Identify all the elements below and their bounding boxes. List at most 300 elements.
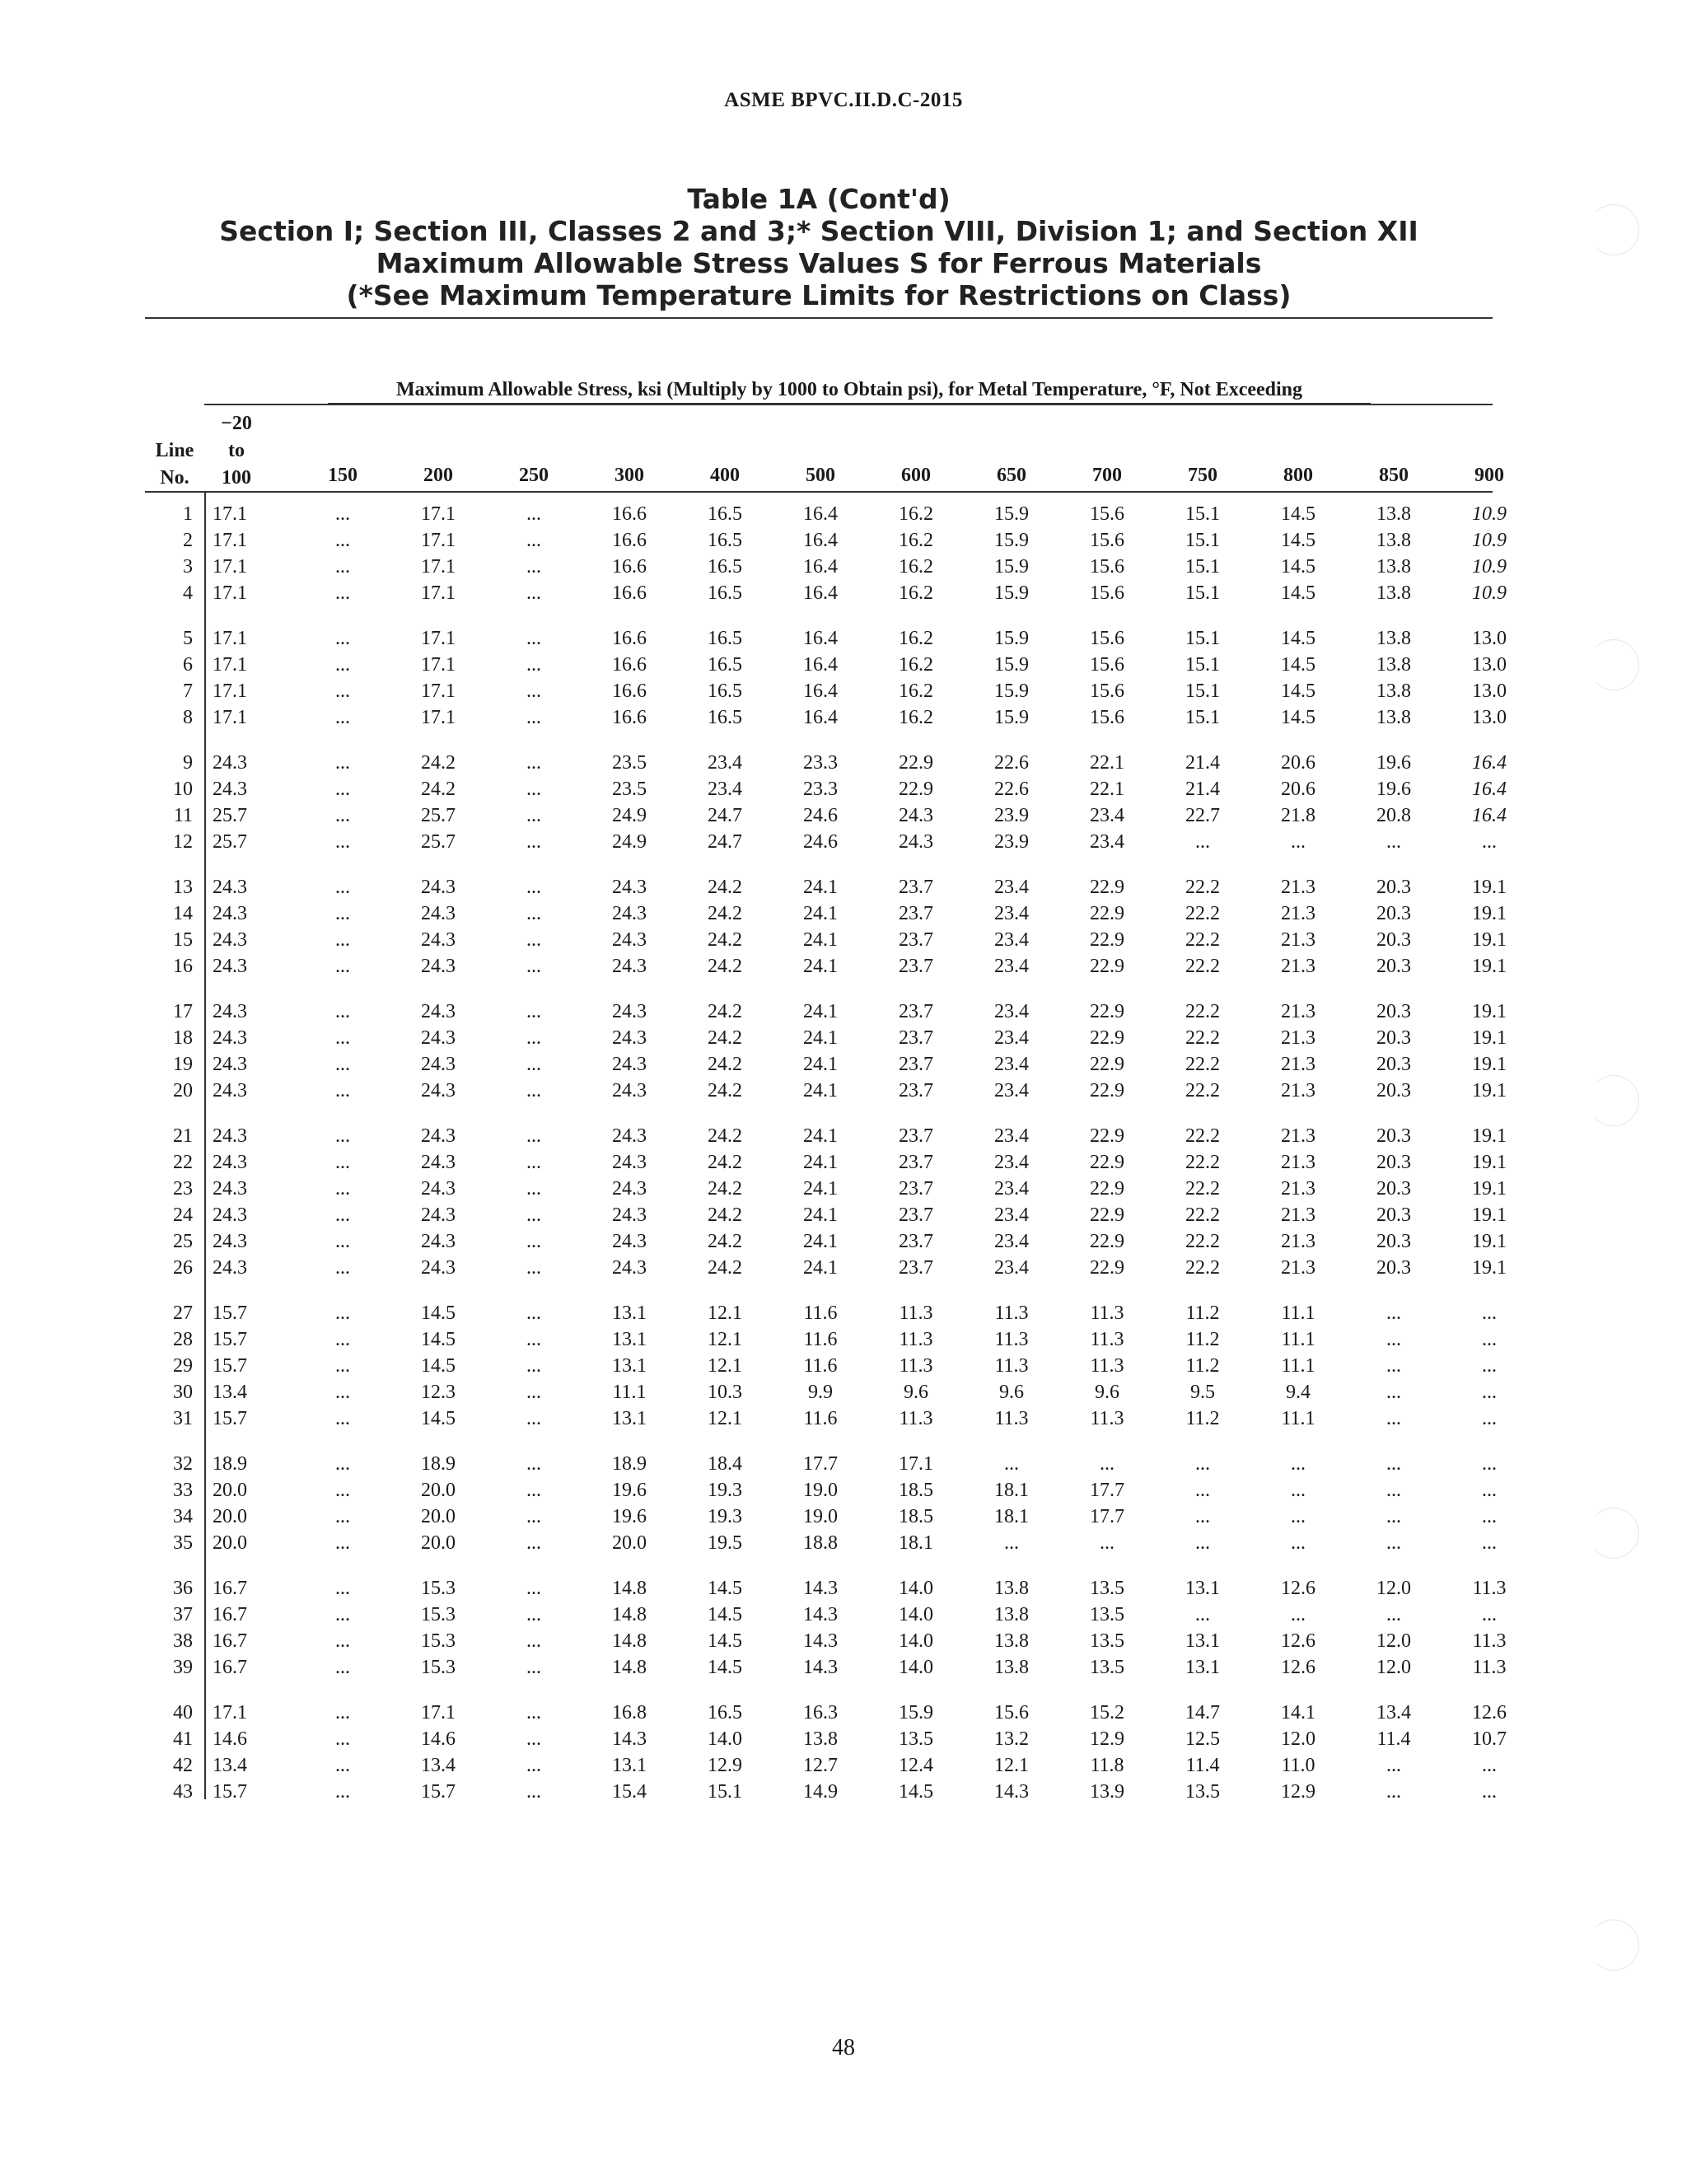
stress-value: 15.6 bbox=[1090, 628, 1124, 649]
stress-value: 15.9 bbox=[994, 530, 1029, 551]
stress-value: ... bbox=[335, 956, 350, 977]
stress-value: ... bbox=[1291, 1480, 1306, 1501]
stress-value: ... bbox=[335, 1480, 350, 1501]
table-row bbox=[145, 625, 1537, 652]
stress-value: 22.1 bbox=[1090, 752, 1124, 774]
stress-value: 9.4 bbox=[1286, 1382, 1311, 1403]
stress-value: 14.0 bbox=[899, 1604, 933, 1625]
stress-value: ... bbox=[335, 903, 350, 924]
stress-value: 13.1 bbox=[612, 1329, 647, 1350]
stress-value: 13.0 bbox=[1472, 707, 1507, 728]
stress-value: 24.2 bbox=[708, 1027, 742, 1049]
stress-value: ... bbox=[526, 503, 541, 525]
stress-value: ... bbox=[526, 1408, 541, 1429]
stress-value: ... bbox=[526, 530, 541, 551]
stress-value: 16.5 bbox=[708, 556, 742, 578]
stress-value: 20.3 bbox=[1376, 1231, 1411, 1252]
stress-value: 15.1 bbox=[708, 1781, 742, 1803]
temp-header-200: 200 bbox=[423, 465, 453, 486]
stress-value: 15.7 bbox=[213, 1302, 247, 1324]
line-number: 38 bbox=[173, 1630, 193, 1652]
stress-value: 19.0 bbox=[803, 1480, 838, 1501]
stress-value: 13.8 bbox=[1376, 654, 1411, 676]
stress-value: ... bbox=[335, 1702, 350, 1723]
stress-value: 14.5 bbox=[421, 1329, 456, 1350]
stress-value: ... bbox=[335, 1755, 350, 1776]
stress-value: 24.3 bbox=[612, 903, 647, 924]
stress-value: 16.6 bbox=[612, 680, 647, 702]
stress-value: 16.2 bbox=[899, 654, 933, 676]
stress-value: 13.4 bbox=[213, 1382, 247, 1403]
stress-value: 16.4 bbox=[1472, 805, 1507, 826]
stress-value: 17.1 bbox=[213, 556, 247, 578]
stress-value: 11.3 bbox=[994, 1408, 1029, 1429]
stress-value: 24.2 bbox=[708, 1178, 742, 1200]
stress-value: 10.9 bbox=[1472, 556, 1507, 578]
stress-value: 22.9 bbox=[1090, 1027, 1124, 1049]
no-header-text: No. bbox=[160, 467, 189, 489]
stress-value: 11.3 bbox=[899, 1408, 933, 1429]
stress-value: 24.3 bbox=[213, 1001, 247, 1022]
temp-header-first-line1: −20 bbox=[221, 413, 252, 434]
stress-value: 20.3 bbox=[1376, 1027, 1411, 1049]
stress-value: 11.6 bbox=[803, 1329, 838, 1350]
temp-header-850: 850 bbox=[1379, 465, 1409, 486]
stress-value: 13.9 bbox=[1090, 1781, 1124, 1803]
stress-value: ... bbox=[526, 1054, 541, 1075]
stress-value: ... bbox=[526, 1480, 541, 1501]
stress-value: 14.3 bbox=[803, 1657, 838, 1678]
stress-value: 16.5 bbox=[708, 1702, 742, 1723]
stress-value: 24.3 bbox=[612, 929, 647, 951]
title-rule bbox=[145, 317, 1493, 319]
group-spacer bbox=[145, 1681, 1537, 1700]
stress-value: 16.6 bbox=[612, 628, 647, 649]
stress-value: 20.6 bbox=[1281, 752, 1315, 774]
stress-value: 18.4 bbox=[708, 1453, 742, 1475]
stress-value: 24.2 bbox=[708, 1054, 742, 1075]
table-row bbox=[145, 1379, 1537, 1405]
temp-header-750: 750 bbox=[1188, 465, 1217, 486]
stress-value: 13.8 bbox=[803, 1728, 838, 1750]
stress-value: 17.1 bbox=[213, 628, 247, 649]
stress-value: 15.7 bbox=[213, 1408, 247, 1429]
stress-value: 16.7 bbox=[213, 1604, 247, 1625]
stress-value: 11.3 bbox=[1090, 1302, 1124, 1324]
stress-value: 16.5 bbox=[708, 582, 742, 604]
stress-value: 24.3 bbox=[421, 1054, 456, 1075]
stress-value: 13.5 bbox=[899, 1728, 933, 1750]
stress-value: 11.2 bbox=[1185, 1302, 1220, 1324]
stress-value: 21.4 bbox=[1185, 752, 1220, 774]
stress-value: ... bbox=[335, 707, 350, 728]
stress-value: 16.2 bbox=[899, 628, 933, 649]
stress-value: 12.6 bbox=[1281, 1657, 1315, 1678]
stress-value: 16.2 bbox=[899, 680, 933, 702]
stress-value: 12.6 bbox=[1281, 1578, 1315, 1599]
stress-value: ... bbox=[335, 582, 350, 604]
stress-value: 17.1 bbox=[421, 556, 456, 578]
stress-value: 24.3 bbox=[421, 1204, 456, 1226]
stress-value: ... bbox=[335, 503, 350, 525]
stress-value: 14.5 bbox=[708, 1604, 742, 1625]
stress-value: 20.3 bbox=[1376, 1152, 1411, 1173]
stress-value: 23.5 bbox=[612, 752, 647, 774]
table-subtitle-sections: Section I; Section III, Classes 2 and 3;* Section VIII, Division 1; and Section XII bbox=[219, 215, 1418, 247]
stress-value: 14.6 bbox=[421, 1728, 456, 1750]
stress-value: 16.4 bbox=[803, 628, 838, 649]
stress-value: 23.7 bbox=[899, 1027, 933, 1049]
stress-value: ... bbox=[1386, 1355, 1401, 1377]
stress-value: 15.6 bbox=[1090, 556, 1124, 578]
line-number: 28 bbox=[173, 1329, 193, 1350]
stress-value: 14.8 bbox=[612, 1630, 647, 1652]
stress-value: ... bbox=[335, 680, 350, 702]
table-row bbox=[145, 1477, 1537, 1504]
stress-value: 24.3 bbox=[612, 1231, 647, 1252]
stress-value: 9.6 bbox=[904, 1382, 928, 1403]
stress-value: 20.8 bbox=[1376, 805, 1411, 826]
stress-value: 22.9 bbox=[1090, 877, 1124, 898]
stress-value: 21.3 bbox=[1281, 903, 1315, 924]
stress-value: 23.7 bbox=[899, 1231, 933, 1252]
table-row bbox=[145, 998, 1537, 1025]
table-subtitle-stress: Maximum Allowable Stress Values S for Ferrous Materials bbox=[376, 247, 1262, 279]
stress-value: 22.9 bbox=[1090, 1257, 1124, 1279]
stress-value: 19.1 bbox=[1472, 1152, 1507, 1173]
stress-value: ... bbox=[526, 1781, 541, 1803]
stress-value: 24.6 bbox=[803, 805, 838, 826]
stress-value: 19.6 bbox=[612, 1480, 647, 1501]
stress-value: 19.1 bbox=[1472, 929, 1507, 951]
table-row bbox=[145, 1176, 1537, 1202]
temp-header-400: 400 bbox=[710, 465, 740, 486]
table-row bbox=[145, 1326, 1537, 1353]
stress-value: 24.3 bbox=[612, 1257, 647, 1279]
stress-value: 10.9 bbox=[1472, 530, 1507, 551]
stress-value: 12.0 bbox=[1281, 1728, 1315, 1750]
stress-value: 11.2 bbox=[1185, 1355, 1220, 1377]
temp-header-first bbox=[208, 410, 265, 492]
table-row bbox=[145, 1123, 1537, 1149]
stress-value: 24.3 bbox=[421, 1125, 456, 1147]
stress-value: ... bbox=[526, 1027, 541, 1049]
stress-value: 13.1 bbox=[1185, 1657, 1220, 1678]
stress-value: ... bbox=[1386, 1382, 1401, 1403]
line-number: 26 bbox=[173, 1257, 193, 1279]
stress-value: 24.3 bbox=[612, 956, 647, 977]
stress-value: 12.0 bbox=[1376, 1657, 1411, 1678]
stress-value: 10.3 bbox=[708, 1382, 742, 1403]
stress-value: 25.7 bbox=[421, 831, 456, 853]
stress-value: ... bbox=[1386, 1604, 1401, 1625]
stress-value: 15.9 bbox=[994, 556, 1029, 578]
stress-value: 23.7 bbox=[899, 956, 933, 977]
stress-value: 23.4 bbox=[994, 1257, 1029, 1279]
stress-value: 22.6 bbox=[994, 779, 1029, 800]
stress-table bbox=[145, 501, 1537, 1805]
stress-value: 11.6 bbox=[803, 1355, 838, 1377]
stress-value: 16.6 bbox=[612, 582, 647, 604]
stress-value: 20.3 bbox=[1376, 1054, 1411, 1075]
group-spacer bbox=[145, 1556, 1537, 1575]
stress-value: 13.8 bbox=[1376, 628, 1411, 649]
stress-value: 19.1 bbox=[1472, 1257, 1507, 1279]
stress-value: 14.0 bbox=[708, 1728, 742, 1750]
stress-value: 20.6 bbox=[1281, 779, 1315, 800]
stress-value: 24.1 bbox=[803, 1152, 838, 1173]
table-row bbox=[145, 678, 1537, 704]
stress-value: 23.3 bbox=[803, 752, 838, 774]
stress-value: ... bbox=[1482, 1408, 1497, 1429]
stress-value: ... bbox=[335, 556, 350, 578]
stress-value: 22.2 bbox=[1185, 1152, 1220, 1173]
stress-value: 24.1 bbox=[803, 877, 838, 898]
stress-value: ... bbox=[526, 1152, 541, 1173]
table-row bbox=[145, 750, 1537, 776]
stress-value: 13.1 bbox=[612, 1755, 647, 1776]
line-no-header bbox=[145, 437, 204, 492]
punch-hole-mark bbox=[1588, 1508, 1639, 1559]
table-row bbox=[145, 1300, 1537, 1326]
stress-value: ... bbox=[1386, 831, 1401, 853]
stress-value: 24.1 bbox=[803, 929, 838, 951]
stress-value: 24.3 bbox=[612, 1001, 647, 1022]
stress-value: 14.5 bbox=[708, 1630, 742, 1652]
stress-value: 24.3 bbox=[213, 1027, 247, 1049]
stress-value: 24.1 bbox=[803, 1257, 838, 1279]
stress-value: 22.2 bbox=[1185, 1027, 1220, 1049]
stress-value: 24.3 bbox=[421, 1231, 456, 1252]
stress-value: 22.9 bbox=[1090, 956, 1124, 977]
stress-value: 22.9 bbox=[1090, 1204, 1124, 1226]
stress-value: 19.1 bbox=[1472, 903, 1507, 924]
line-number: 15 bbox=[173, 929, 193, 951]
table-row bbox=[145, 829, 1537, 855]
stress-value: 21.3 bbox=[1281, 929, 1315, 951]
line-number: 13 bbox=[173, 877, 193, 898]
stress-value: 14.8 bbox=[612, 1578, 647, 1599]
line-number: 22 bbox=[173, 1152, 193, 1173]
stress-value: ... bbox=[1195, 1453, 1210, 1475]
stress-value: 22.1 bbox=[1090, 779, 1124, 800]
stress-value: 14.5 bbox=[421, 1355, 456, 1377]
stress-value: 23.4 bbox=[994, 1152, 1029, 1173]
stress-value: 16.4 bbox=[803, 680, 838, 702]
stress-value: 16.6 bbox=[612, 707, 647, 728]
stress-value: 21.3 bbox=[1281, 1054, 1315, 1075]
stress-value: 23.7 bbox=[899, 929, 933, 951]
stress-value: ... bbox=[335, 1657, 350, 1678]
stress-value: 13.0 bbox=[1472, 680, 1507, 702]
punch-hole-mark bbox=[1588, 1920, 1639, 1971]
stress-value: 11.4 bbox=[1185, 1755, 1220, 1776]
line-number: 31 bbox=[173, 1408, 193, 1429]
stress-value: 20.3 bbox=[1376, 929, 1411, 951]
stress-value: 24.3 bbox=[612, 1152, 647, 1173]
stress-value: 21.3 bbox=[1281, 1152, 1315, 1173]
stress-value: 17.1 bbox=[213, 582, 247, 604]
stress-value: 16.6 bbox=[612, 556, 647, 578]
stress-value: 23.4 bbox=[708, 779, 742, 800]
table-row bbox=[145, 1779, 1537, 1805]
stress-value: 22.9 bbox=[1090, 929, 1124, 951]
stress-value: 19.1 bbox=[1472, 1178, 1507, 1200]
line-number: 3 bbox=[183, 556, 193, 578]
stress-value: 15.1 bbox=[1185, 582, 1220, 604]
stress-value: 24.3 bbox=[213, 1257, 247, 1279]
line-number: 27 bbox=[173, 1302, 193, 1324]
stress-value: 12.1 bbox=[708, 1329, 742, 1350]
stress-value: 24.1 bbox=[803, 1125, 838, 1147]
table-row bbox=[145, 580, 1537, 606]
stress-value: 17.7 bbox=[1090, 1480, 1124, 1501]
line-number: 37 bbox=[173, 1604, 193, 1625]
stress-value: 14.8 bbox=[612, 1657, 647, 1678]
stress-value: 15.6 bbox=[1090, 530, 1124, 551]
line-number: 43 bbox=[173, 1781, 193, 1803]
stress-value: ... bbox=[526, 956, 541, 977]
line-number: 10 bbox=[173, 779, 193, 800]
stress-value: 24.3 bbox=[421, 1178, 456, 1200]
stress-value: 17.1 bbox=[421, 680, 456, 702]
stress-value: 15.7 bbox=[213, 1355, 247, 1377]
stress-value: 15.3 bbox=[421, 1604, 456, 1625]
table-row bbox=[145, 1752, 1537, 1779]
temp-header-first-line2: to bbox=[228, 440, 245, 461]
stress-value: 14.5 bbox=[421, 1302, 456, 1324]
stress-value: 24.3 bbox=[213, 752, 247, 774]
stress-value: ... bbox=[526, 1630, 541, 1652]
stress-value: 17.7 bbox=[803, 1453, 838, 1475]
stress-value: 11.4 bbox=[1376, 1728, 1411, 1750]
stress-value: 14.1 bbox=[1281, 1702, 1315, 1723]
stress-value: 17.1 bbox=[421, 707, 456, 728]
stress-value: 23.4 bbox=[994, 1204, 1029, 1226]
stress-value: 15.7 bbox=[213, 1329, 247, 1350]
stress-value: 24.3 bbox=[421, 956, 456, 977]
line-number: 8 bbox=[183, 707, 193, 728]
stress-value: 24.3 bbox=[612, 877, 647, 898]
stress-value: 18.1 bbox=[899, 1532, 933, 1554]
table-row bbox=[145, 1504, 1537, 1530]
stress-value: 16.3 bbox=[803, 1702, 838, 1723]
stress-value: 24.2 bbox=[708, 1001, 742, 1022]
stress-value: 16.5 bbox=[708, 530, 742, 551]
stress-value: ... bbox=[1482, 1480, 1497, 1501]
line-number: 23 bbox=[173, 1178, 193, 1200]
stress-value: 25.7 bbox=[421, 805, 456, 826]
stress-value: 14.5 bbox=[1281, 654, 1315, 676]
stress-value: ... bbox=[526, 556, 541, 578]
stress-value: 24.3 bbox=[213, 1125, 247, 1147]
stress-value: 11.3 bbox=[1472, 1657, 1507, 1678]
stress-value: 15.9 bbox=[994, 582, 1029, 604]
stress-value: 24.7 bbox=[708, 831, 742, 853]
stress-value: 15.3 bbox=[421, 1657, 456, 1678]
stress-value: 18.5 bbox=[899, 1480, 933, 1501]
stress-value: ... bbox=[335, 1728, 350, 1750]
stress-value: 23.4 bbox=[994, 929, 1029, 951]
stress-value: 14.5 bbox=[1281, 556, 1315, 578]
stress-value: 16.8 bbox=[612, 1702, 647, 1723]
stress-value: 16.6 bbox=[612, 654, 647, 676]
stress-value: 14.0 bbox=[899, 1657, 933, 1678]
stress-value: 16.4 bbox=[803, 707, 838, 728]
stress-value: 21.3 bbox=[1281, 1178, 1315, 1200]
stress-value: ... bbox=[335, 1080, 350, 1101]
stress-value: 13.0 bbox=[1472, 628, 1507, 649]
stress-value: 10.9 bbox=[1472, 503, 1507, 525]
stress-value: ... bbox=[335, 1408, 350, 1429]
stress-value: ... bbox=[1386, 1532, 1401, 1554]
stress-value: 22.6 bbox=[994, 752, 1029, 774]
stress-value: ... bbox=[1482, 1382, 1497, 1403]
stress-value: ... bbox=[1482, 1781, 1497, 1803]
stress-value: 23.9 bbox=[994, 805, 1029, 826]
stress-value: ... bbox=[1482, 1755, 1497, 1776]
stress-value: ... bbox=[335, 1355, 350, 1377]
stress-value: 16.4 bbox=[803, 582, 838, 604]
stress-value: 11.3 bbox=[994, 1302, 1029, 1324]
stress-value: 24.2 bbox=[708, 1152, 742, 1173]
stress-value: 16.4 bbox=[803, 503, 838, 525]
table-row bbox=[145, 776, 1537, 802]
stress-value: ... bbox=[526, 582, 541, 604]
stress-value: 24.3 bbox=[213, 929, 247, 951]
line-number: 35 bbox=[173, 1532, 193, 1554]
stress-value: 23.4 bbox=[994, 1054, 1029, 1075]
stress-value: 16.5 bbox=[708, 503, 742, 525]
stress-value: ... bbox=[1004, 1453, 1019, 1475]
stress-value: 24.3 bbox=[421, 929, 456, 951]
stress-value: 17.1 bbox=[213, 1702, 247, 1723]
stress-value: 18.9 bbox=[421, 1453, 456, 1475]
stress-value: ... bbox=[335, 1231, 350, 1252]
stress-value: 14.3 bbox=[803, 1604, 838, 1625]
stress-value: 24.3 bbox=[421, 1001, 456, 1022]
stress-value: 22.9 bbox=[1090, 1152, 1124, 1173]
stress-value: 23.7 bbox=[899, 1125, 933, 1147]
temp-header-300: 300 bbox=[615, 465, 644, 486]
stress-value: ... bbox=[526, 1728, 541, 1750]
stress-value: 11.3 bbox=[1090, 1329, 1124, 1350]
line-number: 9 bbox=[183, 752, 193, 774]
stress-value: 23.4 bbox=[994, 1001, 1029, 1022]
table-row bbox=[145, 1628, 1537, 1654]
stress-value: ... bbox=[335, 831, 350, 853]
stress-value: 13.8 bbox=[1376, 503, 1411, 525]
table-row bbox=[145, 1025, 1537, 1051]
stress-value: 20.3 bbox=[1376, 1204, 1411, 1226]
stress-value: ... bbox=[1386, 1480, 1401, 1501]
stress-value: 18.5 bbox=[899, 1506, 933, 1527]
stress-value: 14.3 bbox=[994, 1781, 1029, 1803]
stress-value: 12.1 bbox=[708, 1408, 742, 1429]
stress-value: 16.4 bbox=[803, 556, 838, 578]
table-row bbox=[145, 1255, 1537, 1281]
stress-value: ... bbox=[1482, 1355, 1497, 1377]
stress-value: 19.6 bbox=[1376, 752, 1411, 774]
stress-value: ... bbox=[1291, 1532, 1306, 1554]
stress-value: 17.7 bbox=[1090, 1506, 1124, 1527]
stress-value: 14.5 bbox=[1281, 707, 1315, 728]
stress-value: 24.2 bbox=[708, 1080, 742, 1101]
stress-value: ... bbox=[526, 1657, 541, 1678]
stress-value: ... bbox=[335, 1506, 350, 1527]
stress-value: ... bbox=[526, 654, 541, 676]
stress-value: 15.3 bbox=[421, 1578, 456, 1599]
